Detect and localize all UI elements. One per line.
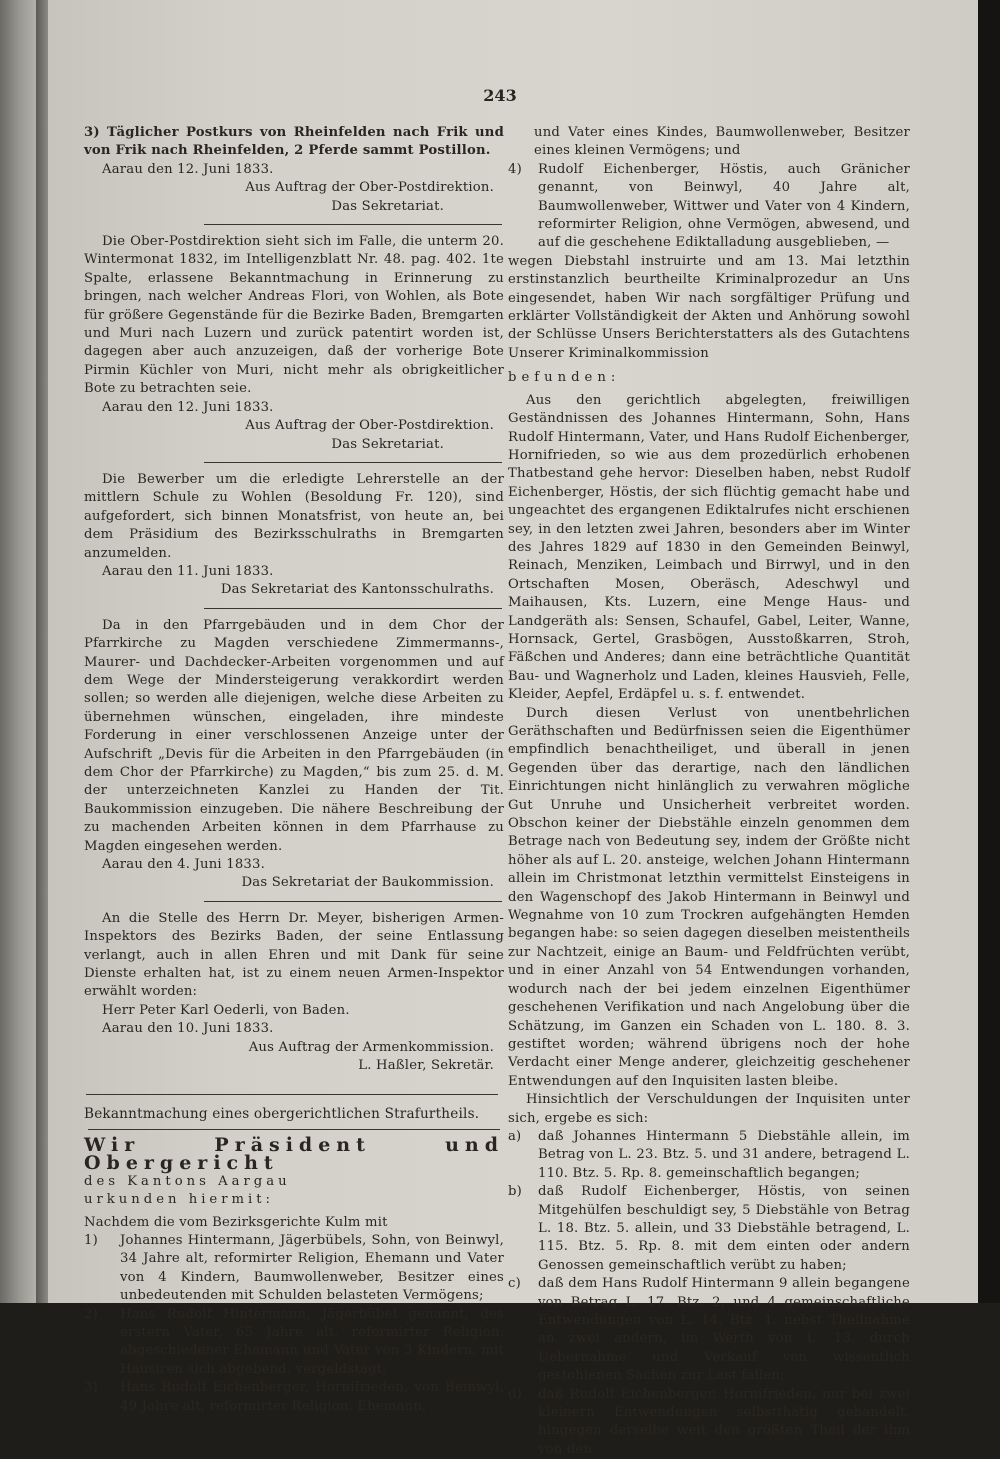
urteil-urkunden: urkunden hiermit: <box>84 1192 274 1208</box>
item-text: Hans Rudolf Eichenberger, Hornifrieden, von Beinwyl, 49 Jahre alt, reformirter Religion, Ehemann, <box>120 1380 504 1414</box>
left-column <box>84 124 504 1416</box>
postkurs-place-date: Aarau den 12. Juni 1833. <box>102 161 274 177</box>
item-letter: c) <box>508 1276 521 1292</box>
item-text: daß Rudolf Eichenberger, Hornifrieden, nur bei zwei kleinern Entwendungen selbstthätig gehandelt, hingegen derselbe weit den größten Theil der ihm von den <box>538 1386 910 1457</box>
armen-signature: Aus Auftrag der Armenkommission. <box>248 1039 494 1055</box>
separator-rule <box>204 608 502 609</box>
armen-place-date: Aarau den 10. Juni 1833. <box>102 1021 274 1037</box>
lehrer-place-date: Aarau den 11. Juni 1833. <box>102 563 274 579</box>
right-column <box>508 124 910 1459</box>
urteil-caption: Bekanntmachung eines obergerichtlichen Strafurtheils. <box>84 1105 480 1122</box>
postkurs-text: 3) Täglicher Postkurs von Rheinfelden nach Frik und von Frik nach Rheinfelden, 2 Pferde sammt Postillon. <box>84 125 504 159</box>
list-item <box>508 1128 910 1183</box>
bau-notice <box>84 617 504 893</box>
item-number: 4) <box>508 161 522 177</box>
bote-text: Die Ober-Postdirektion sieht sich im Falle, die unterm 20. Wintermonat 1832, im Intelligenzblatt Nr. 48. pag. 402. 1te Spalte, erlassene Bekanntmachung in Erinnerung zu bringen, nach welcher Andreas Flori, von Wohlen, als Bote für größere Gegenstände für die Bezirke Baden, Bremgarten und Muri nach Luzern und zurück patentirt worden ist, dagegen aber auch anzuzeigen, daß der vorherige Bote Pirmin Küchler von Muri, nicht mehr als obrigkeitlicher Bote zu betrachten seie. <box>84 234 504 397</box>
urteil-heading: Wir Präsident und Obergericht <box>84 1133 504 1175</box>
list-item <box>84 1379 504 1416</box>
item-text: Johannes Hintermann, Jägerbübels, Sohn, von Beinwyl, 34 Jahre alt, reformirter Religion, Ehemann und Vater von 4 Kindern, Baumwollenweber, Besitzer eines unbedeutenden mit Schulden belasteten Vermögens; <box>120 1232 504 1304</box>
item-text: Hans Rudolf Hintermann, Jägerbübel genannt, des erstern Vater, 65 Jahre alt, reformirter Religion, abgeschiedener Ehemann und Vater von 3 Kindern, mit Hausiren sich abgebend, vergeldstagt; <box>120 1306 504 1377</box>
wegen-text: wegen Diebstahl instruirte und am 13. Mai letzthin erstinstanzlich beurtheilte Kriminalprozedur an Uns eingesendet, haben Wir nach sorgfältiger Prüfung und erklärter Vollständigkeit der Akten und Anhörung sowohl der Schlüsse Unsers Berichterstatters als des Gutachtens Unserer Kriminalkommission <box>508 253 910 361</box>
item-letter: d) <box>508 1386 522 1402</box>
item-text: Rudolf Eichenberger, Höstis, auch Gränicher genannt, von Beinwyl, 40 Jahre alt, Baumwollenweber, Wittwer und Vater von 4 Kindern, reformirter Religion, ohne Vermögen, abwesend, und auf die geschehene Ediktalladung ausgeblieben, — <box>538 161 910 251</box>
armen-appointee: Herr Peter Karl Oederli, von Baden. <box>102 1002 350 1018</box>
befunden-heading: befunden: <box>508 370 621 386</box>
postkurs-signature: Aus Auftrag der Ober-Postdirektion. <box>245 180 494 196</box>
armen-text: An die Stelle des Herrn Dr. Meyer, bisherigen Armen-Inspektors des Bezirks Baden, der seine Entlassung verlangt, auch in allen Ehren und mit Dank für seine Dienste erhalten hat, ist zu einem neuen Armen-Inspektor erwählt worden: <box>84 910 504 1000</box>
postkurs-notice <box>84 124 504 216</box>
bau-signature: Das Sekretariat der Baukommission. <box>241 875 494 891</box>
page-number: 243 <box>483 86 517 105</box>
item-letter: b) <box>508 1184 522 1200</box>
list-item <box>508 1183 910 1275</box>
befund-paragraph-3: Hinsichtlich der Verschuldungen der Inquisiten unter sich, ergebe es sich: <box>508 1092 910 1126</box>
bote-place-date: Aarau den 12. Juni 1833. <box>102 399 274 415</box>
list-item <box>508 1386 910 1459</box>
item-text: daß Rudolf Eichenberger, Höstis, von seinen Mitgehülfen beschuldigt sey, 5 Diebstähle von Betrag L. 18. Btz. 5. allein, und 33 Diebstähle betragend, L. 115. Btz. 5. Rp. 8. mit dem einten oder andern Genossen gemeinschaftlich verübt zu haben; <box>538 1184 910 1273</box>
list-item <box>508 1275 910 1385</box>
urteil-intro: Nachdem die vom Bezirksgerichte Kulm mit <box>84 1214 388 1230</box>
separator-rule <box>86 1094 498 1095</box>
armen-notice <box>84 910 504 1076</box>
befund-paragraph-2: Durch diesen Verlust von unentbehrlichen Geräthschaften und Bedürfnissen seien die Eigenthümer empfindlich benachtheiliget, und überall in jenen Gegenden über das derartige, nach den ländlichen Einrichtungen nicht hinlänglich zu verwahren mögliche Gut Unruhe und Unsicherheit verbreitet worden. Obschon keiner der Diebstähle einzeln genommen dem Betrage nach von Bedeutung sey, indem der Größte nicht höher als auf L. 20. ansteige, welchen Johann Hintermann allein im Christmonat letzthin vermittelst Einsteigens in den Wagenschopf des Jakob Hintermann in Beinwyl und Wegnahme von 10 zum Trockren aufgehängten Hemden begangen habe: so seien dagegen dieselben meistentheils zur Nachtzeit, einige an Baum- und Feldfrüchten verübt, und in einer Anzahl von 54 Entwendungen vorhanden, wodurch nach der bei jedem einzelnen Eigenthümer geschehenen Verifikation und nach Angelobung über die Schätzung, im Ganzen ein Schaden von L. 180. 8. 3. gestiftet worden; während übrigens noch der hohe Verdacht einer Menge anderer, gleichzeitig geschehener Entwendungen auf den Inquisiten lasten bleibe. <box>508 705 910 1089</box>
bau-place-date: Aarau den 4. Juni 1833. <box>102 857 265 873</box>
item-number: 2) <box>84 1306 98 1322</box>
bote-secretariat: Das Sekretariat. <box>331 436 444 452</box>
item-text: daß Johannes Hintermann 5 Diebstähle allein, im Betrag von L. 23. Btz. 5. und 31 andere, betragend L. 110. Btz. 5. Rp. 8. gemeinschaftlich begangen; <box>538 1128 910 1181</box>
bau-text: Da in den Pfarrgebäuden und in dem Chor der Pfarrkirche zu Magden verschiedene Zimmermanns-, Maurer- und Dachdecker-Arbeiten vorgenommen und auf dem Wege der Mindersteigerung verakkordirt werden sollen; so werden alle diejenigen, welche diese Arbeiten zu übernehmen wünschen, eingeladen, ihre mindeste Forderung in einer verschlossenen Anzeige unter der Aufschrift „Devis für die Arbeiten in den Pfarrgebäuden (in dem Chor der Pfarrkirche) zu Magden,“ bis zum 25. d. M. der unterzeichneten Kanzlei zu Handen der Tit. Baukommission einzugeben. Die nähere Beschreibung der zu machenden Arbeiten können in dem Pfarrhause zu Magden eingesehen werden. <box>84 617 504 854</box>
list-item <box>508 161 910 253</box>
item-number: 1) <box>84 1232 98 1248</box>
list-item <box>84 1306 504 1380</box>
bote-signature: Aus Auftrag der Ober-Postdirektion. <box>245 418 494 434</box>
lehrer-text: Die Bewerber um die erledigte Lehrerstelle an der mittlern Schule zu Wohlen (Besoldung Fr. 120), sind aufgefordert, sich binnen Monatsfrist, von heute an, bei dem Präsidium des Bezirksschulraths in Bremgarten anzumelden. <box>84 471 504 561</box>
bote-notice <box>84 233 504 454</box>
item-number: 3) <box>84 1380 98 1396</box>
previous-page-edge <box>0 0 36 1303</box>
list-item <box>84 1232 504 1306</box>
urteil-section <box>84 1105 504 1417</box>
urteil-canton: des Kantons Aargau <box>84 1173 291 1189</box>
separator-rule <box>204 462 502 463</box>
separator-rule <box>88 1129 500 1130</box>
befund-paragraph-1: Aus den gerichtlich abgelegten, freiwilligen Geständnissen des Johannes Hintermann, Sohn, Hans Rudolf Hintermann, Vater, und Hans Rudolf Eichenberger, Hornifrieden, so wie aus dem prozedürlich erhobenen Thatbestand gehe hervor: Dieselben haben, nebst Rudolf Eichenberger, Höstis, der sich flüchtig gemacht habe und ungeachtet des ergangenen Ediktalrufes nicht erschienen sey, in den letzten zwei Jahren, besonders aber im Winter des Jahres 1829 auf 1830 in den Gemeinden Beinwyl, Reinach, Menziken, Leimbach und Birrwyl, und in den Ortschaften Mosen, Oberäsch, Adeschwyl und Maihausen, Kts. Luzern, eine Menge Haus- und Landgeräth als: Sensen, Schaufel, Gabel, Leiter, Wanne, Hornsack, Gertel, Grasbögen, Ausstoßkarren, Stroh, Fäßchen und Anderes; dann eine beträchtliche Quantität Bau- und Wagnerholz und Laden, kleines Hausvieh, Felle, Kleider, Aepfel, Erdäpfel u. s. f. entwendet. <box>508 392 910 703</box>
book-gutter <box>36 0 48 1303</box>
item-letter: a) <box>508 1128 522 1144</box>
armen-secretary: L. Haßler, Sekretär. <box>358 1058 494 1074</box>
lehrer-notice <box>84 471 504 600</box>
postkurs-secretariat: Das Sekretariat. <box>331 198 444 214</box>
scan-background <box>978 0 1000 1303</box>
item-text: daß dem Hans Rudolf Hintermann 9 allein begangene von Betrag L. 17. Btz. 2, und 4 gemeinschaftliche Entwendungen von L. 14. Btz. 1. nebst Theilnahme an zwei andern, im Werth von L. 13. durch Uebernahme und Verkauf von wissentlich gestohlenen Sachen zur Last fallen; <box>538 1276 910 1384</box>
separator-rule <box>204 901 502 902</box>
separator-rule <box>204 224 502 225</box>
continued-text: und Vater eines Kindes, Baumwollenweber, Besitzer eines kleinen Vermögens; und <box>534 125 910 159</box>
lehrer-signature: Das Sekretariat des Kantonsschulraths. <box>220 582 494 598</box>
